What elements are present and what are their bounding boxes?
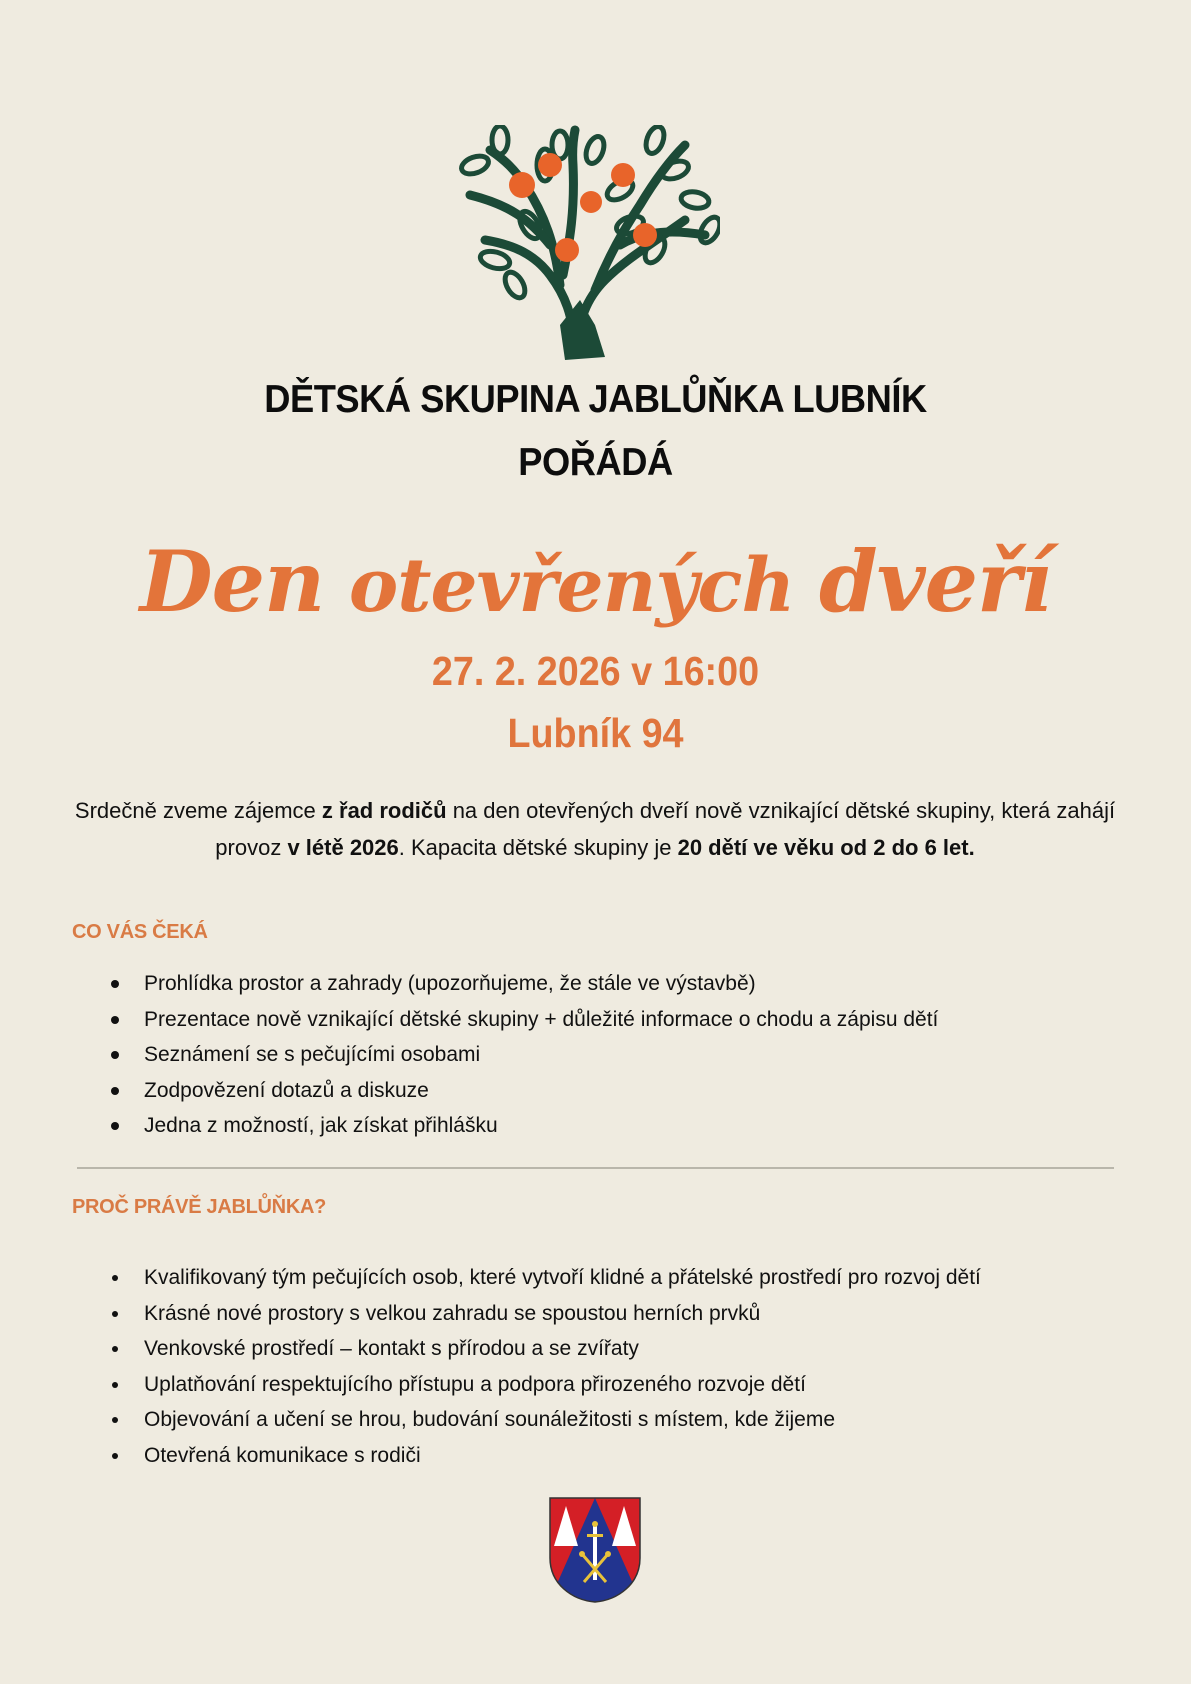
bullet-icon bbox=[111, 1087, 119, 1095]
list-item: Uplatňování respektujícího přístupu a podpora přirozeného rozvoje dětí bbox=[108, 1367, 981, 1403]
bullet-icon bbox=[112, 1311, 118, 1317]
list-item: Zodpovězení dotazů a diskuze bbox=[108, 1073, 938, 1109]
bullet-icon bbox=[111, 980, 119, 988]
list-item: Prohlídka prostor a zahrady (upozorňujeme, že stále ve výstavbě) bbox=[108, 966, 938, 1002]
list-item: Objevování a učení se hrou, budování sounáležitosti s místem, kde žijeme bbox=[108, 1402, 981, 1438]
section-divider bbox=[77, 1167, 1114, 1169]
bullet-icon bbox=[112, 1346, 118, 1352]
apple-tree-icon bbox=[455, 125, 720, 360]
municipal-coat-of-arms-icon bbox=[548, 1496, 642, 1604]
bullet-icon bbox=[111, 1122, 119, 1130]
bullet-icon bbox=[112, 1382, 118, 1388]
bullet-icon bbox=[111, 1016, 119, 1024]
intro-paragraph: Srdečně zveme zájemce z řad rodičů na den otevřených dveří nově vznikající dětské skupiny, která zahájí provoz v létě 2026. Kapacita dětské skupiny je 20 dětí ve věku od 2 do 6 let. bbox=[74, 798, 1116, 860]
event-date: 27. 2. 2026 v 16:00 bbox=[431, 648, 760, 694]
what-awaits-list bbox=[108, 966, 938, 1144]
list-item: Prezentace nově vznikající dětské skupiny + důležité informace o chodu a zápisu dětí bbox=[108, 1002, 938, 1038]
bullet-icon bbox=[112, 1275, 118, 1281]
list-item: Krásné nové prostory s velkou zahradu se spoustou herních prvků bbox=[108, 1296, 981, 1332]
list-item: Otevřená komunikace s rodiči bbox=[108, 1438, 981, 1474]
event-place: Lubník 94 bbox=[507, 710, 684, 756]
list-item: Kvalifikovaný tým pečujících osob, které vytvoří klidné a přátelské prostředí pro rozvoj dětí bbox=[108, 1260, 981, 1296]
list-item: Venkovské prostředí – kontakt s přírodou a se zvířaty bbox=[108, 1331, 981, 1367]
event-title: Den otevřených dveří bbox=[139, 532, 1052, 631]
bullet-icon bbox=[111, 1051, 119, 1059]
list-item: Jedna z možností, jak získat přihlášku bbox=[108, 1108, 938, 1144]
list-item: Seznámení se s pečujícími osobami bbox=[108, 1037, 938, 1073]
why-jablunka-list bbox=[108, 1260, 981, 1473]
bullet-icon bbox=[112, 1453, 118, 1459]
section-title-why-jablunka: PROČ PRÁVĚ JABLŮŇKA? bbox=[72, 1196, 327, 1218]
organizer-heading-verb: POŘÁDÁ bbox=[518, 441, 673, 484]
section-title-what-awaits: CO VÁS ČEKÁ bbox=[72, 921, 208, 943]
bullet-icon bbox=[112, 1417, 118, 1423]
organizer-heading: DĚTSKÁ SKUPINA JABLŮŇKA LUBNÍK bbox=[264, 378, 927, 421]
